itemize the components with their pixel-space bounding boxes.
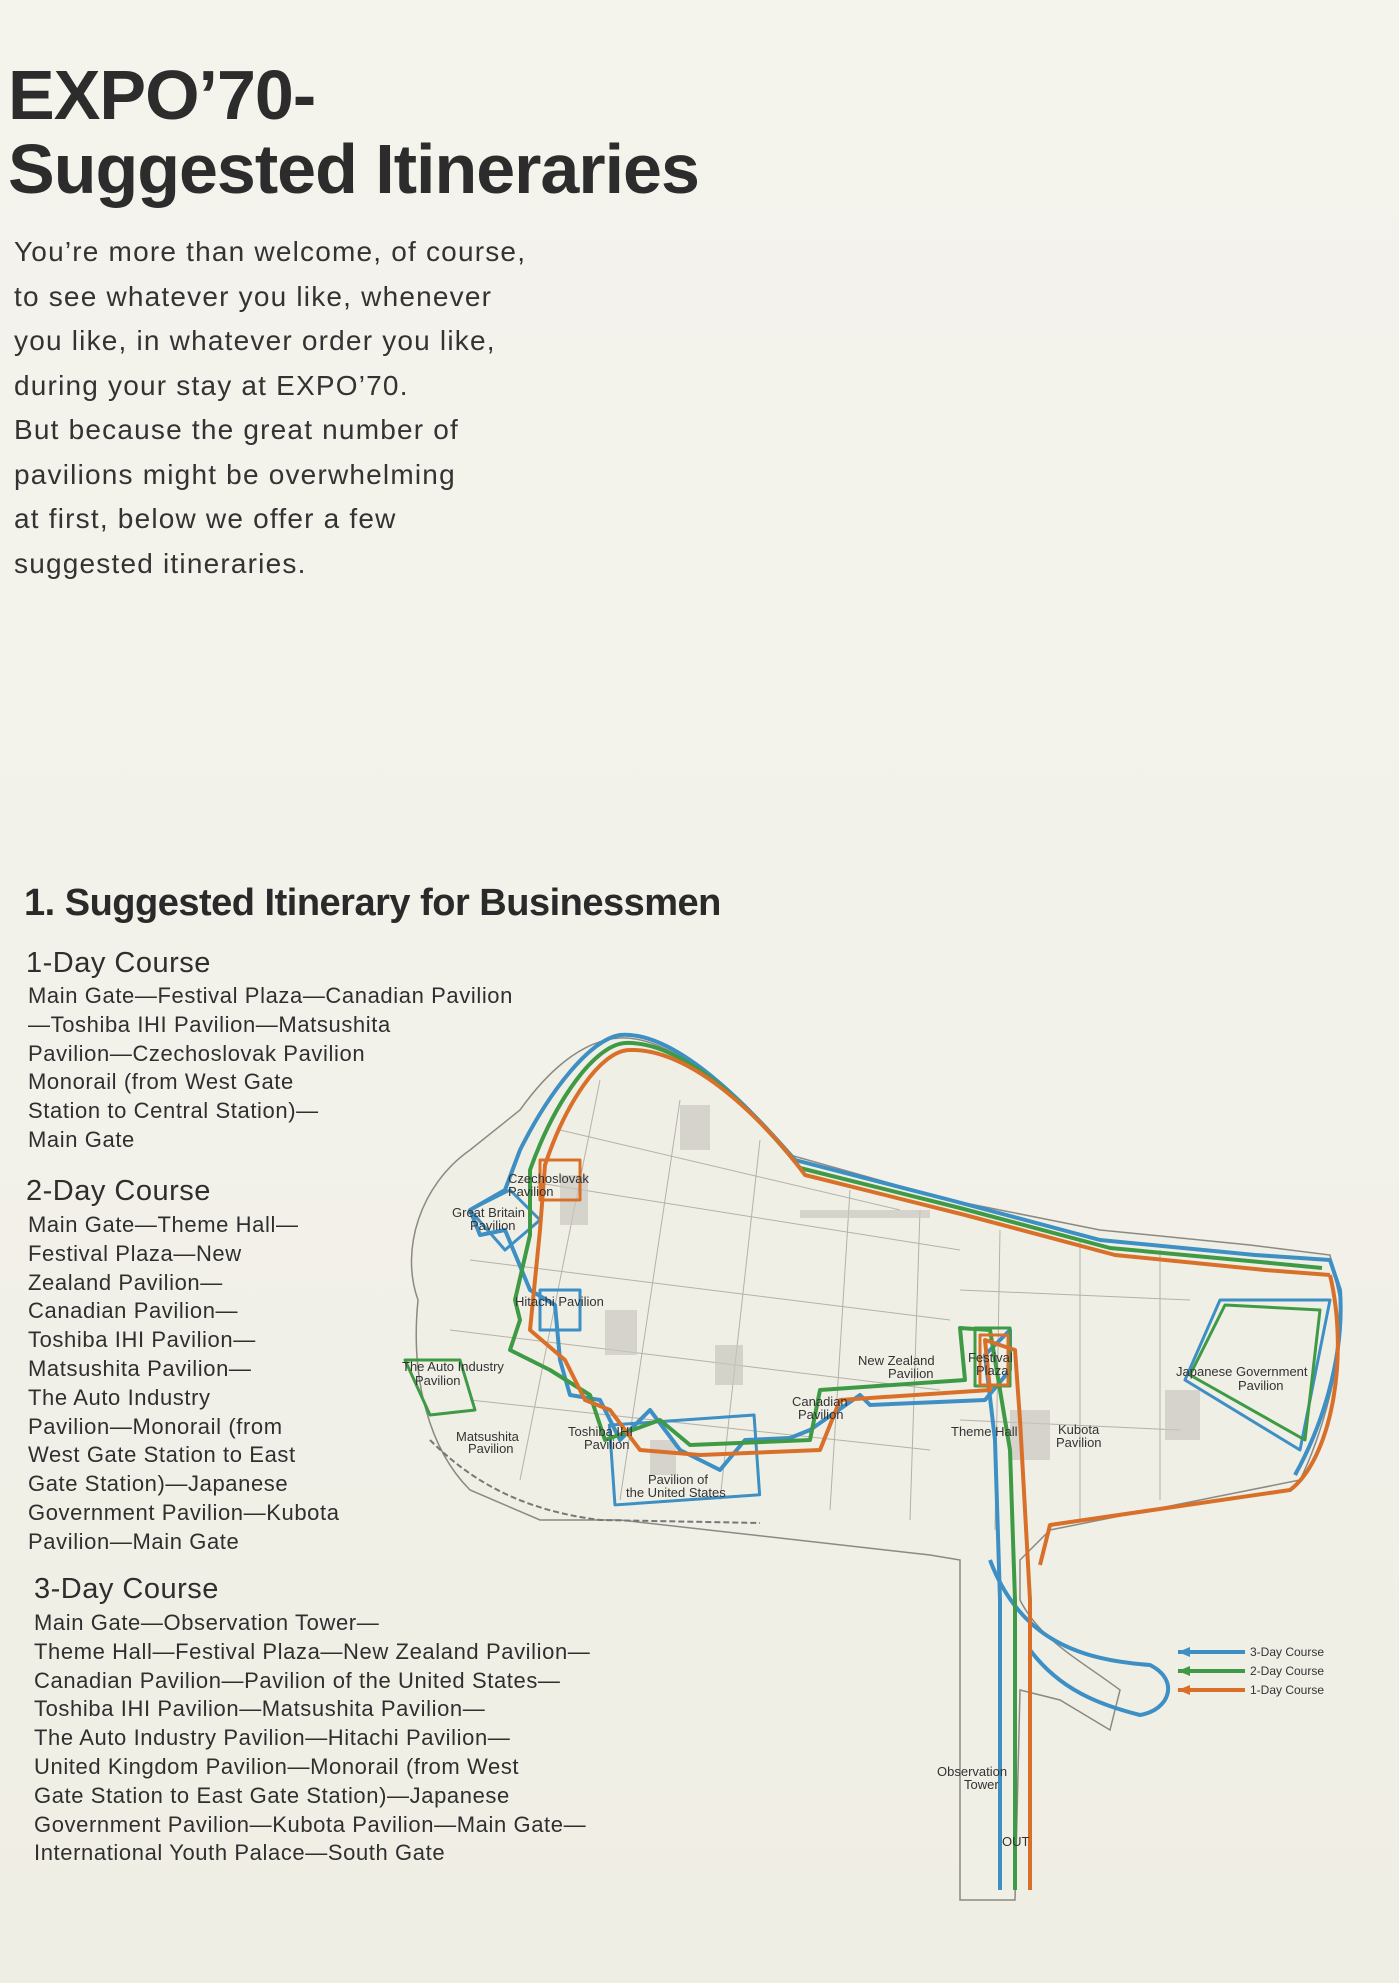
page-title <box>8 58 699 206</box>
course-line: West Gate Station to East <box>28 1442 296 1468</box>
course-line: —Toshiba IHI Pavilion—Matsushita <box>28 1011 391 1037</box>
course-line: Toshiba IHI Pavilion— <box>28 1327 256 1353</box>
course-line: The Auto Industry Pavilion—Hitachi Pavilion— <box>34 1725 511 1751</box>
site-outline <box>411 1038 1340 1900</box>
label-canadian-pavilion: Canadian <box>792 1394 848 1409</box>
label-matsushita-pavilion: Matsushita <box>456 1429 519 1444</box>
label-auto-industry-pavilion: The Auto Industry <box>402 1359 504 1374</box>
label-pavilion-of-the-united-states: Pavilion of <box>648 1472 708 1487</box>
course-line: Zealand Pavilion— <box>28 1269 223 1295</box>
legend-item-1-day <box>1178 1683 1324 1697</box>
course-2-title: 2-Day Course <box>26 1175 211 1207</box>
course-line: Canadian Pavilion—Pavilion of the United States— <box>34 1667 561 1693</box>
label-out: OUT <box>1002 1834 1030 1849</box>
course-line: Festival Plaza—New <box>28 1240 242 1266</box>
course-line: Canadian Pavilion— <box>28 1298 239 1324</box>
label-pavilion-of-the-united-states-2: the United States <box>626 1485 726 1500</box>
label-kubota-pavilion: Kubota <box>1058 1422 1100 1437</box>
course-line: Pavilion—Monorail (from <box>28 1413 283 1439</box>
label-hitachi-pavilion: Hitachi Pavilion <box>515 1294 604 1309</box>
course-line: Matsushita Pavilion— <box>28 1355 252 1381</box>
label-new-zealand-pavilion-2: Pavilion <box>888 1366 934 1381</box>
label-observation-tower-2: Tower <box>964 1777 999 1792</box>
intro-line: during your stay at EXPO’70. <box>14 369 409 401</box>
course-line: Toshiba IHI Pavilion—Matsushita Pavilion— <box>34 1696 486 1722</box>
section-heading: 1. Suggested Itinerary for Businessmen <box>24 882 721 924</box>
course-line: Main Gate—Festival Plaza—Canadian Pavilion <box>28 983 513 1008</box>
label-matsushita-pavilion-2: Pavilion <box>468 1441 514 1456</box>
label-kubota-pavilion-2: Pavilion <box>1056 1435 1102 1450</box>
course-line: Gate Station to East Gate Station)—Japanese <box>34 1782 510 1808</box>
intro-line: to see whatever you like, whenever <box>14 280 493 312</box>
intro-line: But because the great number of <box>14 414 460 445</box>
intro-line: You’re more than welcome, of course, <box>14 236 527 267</box>
label-festival-plaza: Festival <box>968 1350 1013 1365</box>
label-canadian-pavilion-2: Pavilion <box>798 1407 844 1422</box>
intro-line: pavilions might be overwhelming <box>14 458 456 490</box>
course-2-text <box>28 1211 340 1557</box>
legend-label-3-day: 3-Day Course <box>1250 1645 1325 1659</box>
course-line: The Auto Industry <box>28 1384 211 1410</box>
map-legend <box>1178 1645 1324 1697</box>
intro-paragraph <box>14 230 654 586</box>
course-1-title: 1-Day Course <box>26 947 211 979</box>
expo-site-map <box>370 1020 1370 1920</box>
course-line: Main Gate—Observation Tower— <box>34 1610 380 1635</box>
course-line: International Youth Palace—South Gate <box>34 1840 446 1866</box>
title-line-1: EXPO’70- <box>8 56 316 134</box>
label-czechoslovak-pavilion: Czechoslovak <box>508 1171 589 1186</box>
course-line: Main Gate <box>28 1126 135 1152</box>
label-czechoslovak-pavilion-2: Pavilion <box>508 1184 554 1199</box>
label-observation-tower: Observation <box>937 1764 1008 1779</box>
intro-line: suggested itineraries. <box>14 547 307 579</box>
course-line: United Kingdom Pavilion—Monorail (from West <box>34 1753 520 1779</box>
legend-item-2-day <box>1178 1664 1324 1678</box>
intro-line: you like, in whatever order you like, <box>14 325 496 356</box>
course-line: Station to Central Station)— <box>28 1098 319 1124</box>
label-toshiba-ihi-pavilion: Toshiba IHI <box>568 1424 634 1439</box>
course-line: Gate Station)—Japanese <box>28 1471 289 1497</box>
label-japanese-government-pavilion: Japanese Government <box>1176 1364 1308 1379</box>
course-line: Pavilion—Czechoslovak Pavilion <box>28 1040 366 1066</box>
legend-label-1-day: 1-Day Course <box>1250 1683 1325 1697</box>
map-background <box>411 1038 1340 1900</box>
title-line-2: Suggested Itineraries <box>8 130 699 208</box>
legend-item-3-day <box>1178 1645 1324 1659</box>
label-auto-industry-pavilion-2: Pavilion <box>415 1373 461 1388</box>
legend-label-2-day: 2-Day Course <box>1250 1664 1325 1678</box>
intro-line: at first, below we offer a few <box>14 503 397 534</box>
course-line: Pavilion—Main Gate <box>28 1528 240 1554</box>
label-theme-hall: Theme Hall <box>951 1424 1018 1439</box>
course-line: Main Gate—Theme Hall— <box>28 1212 299 1237</box>
label-toshiba-ihi-pavilion-2: Pavilion <box>584 1437 630 1452</box>
course-line: Government Pavilion—Kubota <box>28 1499 340 1525</box>
label-japanese-government-pavilion-2: Pavilion <box>1238 1378 1284 1393</box>
label-festival-plaza-2: Plaza <box>976 1363 1009 1378</box>
label-new-zealand-pavilion: New Zealand <box>858 1353 935 1368</box>
course-line: Theme Hall—Festival Plaza—New Zealand Pavilion— <box>34 1638 591 1664</box>
label-great-britain-pavilion-2: Pavilion <box>470 1218 516 1233</box>
course-line: Monorail (from West Gate <box>28 1069 294 1095</box>
course-3-title: 3-Day Course <box>34 1573 219 1605</box>
course-line: Government Pavilion—Kubota Pavilion—Main Gate— <box>34 1811 587 1837</box>
label-great-britain-pavilion: Great Britain <box>452 1205 525 1220</box>
